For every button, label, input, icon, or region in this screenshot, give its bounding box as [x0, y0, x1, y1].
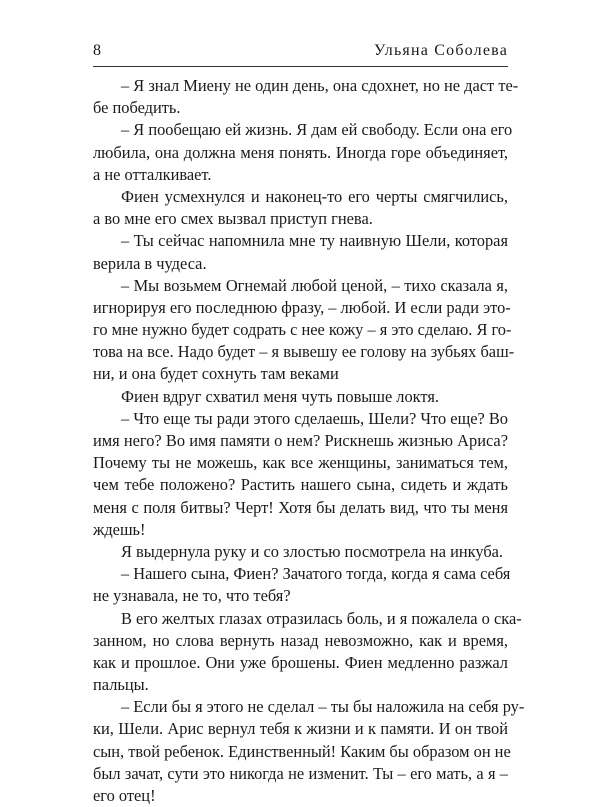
text-line: верила в чудеса. [93, 253, 207, 273]
text-line: любила, она должна меня понять. Иногда горе объединяет, [93, 142, 508, 162]
text-line: а не отталкивает. [93, 164, 212, 184]
text-line: ждешь! [93, 519, 146, 539]
text-line: пальцы. [93, 675, 149, 695]
text-line: – Что еще ты ради этого сделаешь, Шели? Что еще? Во [121, 408, 508, 428]
text-line: был зачат, сути это никогда не изменит. Ты – его мать, а я – [93, 763, 508, 783]
body-text [93, 75, 525, 807]
text-line: това на все. Надо будет – я вывешу ее голову на зубьях баш- [93, 342, 515, 362]
text-line: Почему ты не можешь, как все женщины, заниматься тем, [93, 453, 508, 473]
text-line: а во мне его смех вызвал приступ гнева. [93, 209, 373, 229]
text-line: бе победить. [93, 98, 181, 118]
text-line: занном, но слова вернуть назад невозможно, как и время, [93, 630, 508, 650]
text-line: сын, твой ребенок. Единственный! Каким бы образом он не [93, 741, 511, 761]
page-number: 8 [93, 42, 102, 59]
text-line: – Ты сейчас напомнила мне ту наивную Шели, которая [121, 231, 508, 251]
text-line: – Если бы я этого не сделал – ты бы наложила на себя ру- [121, 697, 525, 717]
text-line: меня с поля битвы? Черт! Хотя бы делать вид, что ты меня [93, 497, 508, 517]
text-line: чем тебе положено? Растить нашего сына, сидеть и ждать [93, 475, 508, 495]
text-line: ки, Шели. Арис вернул тебя к жизни и к памяти. И он твой [93, 719, 508, 739]
text-line: Я выдернула руку и со злостью посмотрела на инкуба. [121, 541, 504, 561]
text-line: – Я пообещаю ей жизнь. Я дам ей свободу. Если она его [121, 120, 513, 140]
text-line: его отец! [93, 786, 156, 805]
text-line: В его желтых глазах отразилась боль, и я пожалела о ска- [121, 608, 522, 628]
text-line: – Мы возьмем Огнемай любой ценой, – тихо сказала я, [121, 275, 508, 295]
header-rule [93, 66, 508, 67]
text-line: Фиен вдруг схватил меня чуть повыше локтя. [121, 386, 440, 406]
text-line: – Я знал Миену не один день, она сдохнет, но не даст те- [121, 76, 519, 95]
text-line: го мне нужно будет содрать с нее кожу – я это сделаю. Я го- [93, 320, 512, 340]
text-line: имя него? Во имя памяти о нем? Рискнешь жизнью Ариса? [93, 431, 508, 450]
text-line: – Нашего сына, Фиен? Зачатого тогда, когда я сама себя [121, 564, 511, 584]
text-line: не узнавала, не то, что тебя? [93, 586, 291, 606]
text-line: Фиен усмехнулся и наконец-то его черты смягчились, [121, 186, 508, 206]
running-title-author: Ульяна Соболева [374, 42, 508, 59]
text-line: ни, и она будет сохнуть там веками [93, 364, 339, 384]
page-header [93, 40, 508, 64]
text-line: как и прошлое. Они уже брошены. Фиен медленно разжал [93, 652, 508, 672]
text-line: игнорируя его последнюю фразу, – любой. И если ради это- [93, 297, 511, 317]
